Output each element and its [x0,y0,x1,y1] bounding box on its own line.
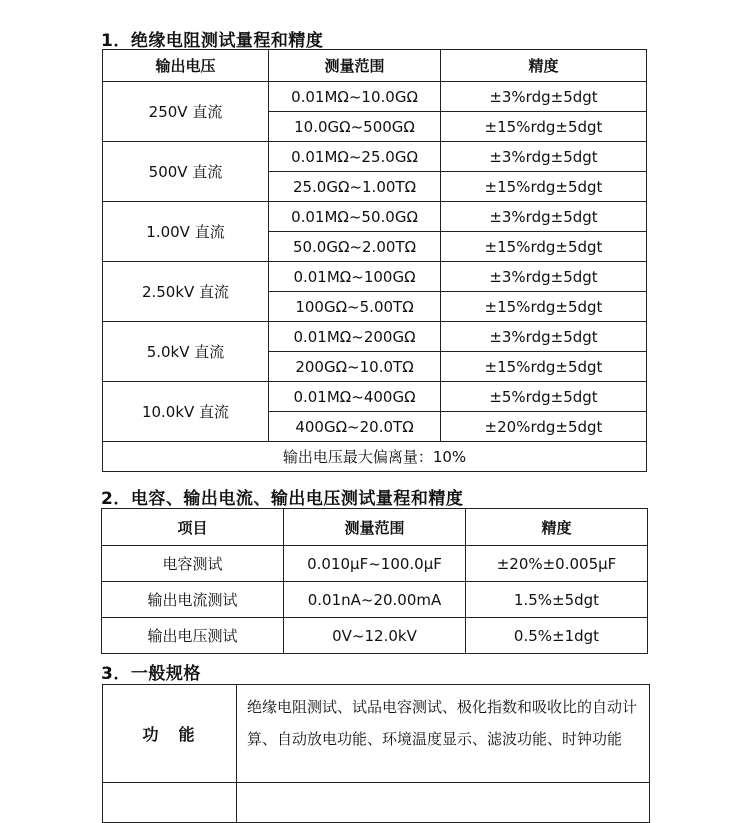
table-row [103,202,647,232]
table-row [103,322,647,352]
table-row [103,142,647,172]
accuracy-cell: ±20%rdg±5dgt [441,412,647,442]
accuracy-cell: ±15%rdg±5dgt [441,292,647,322]
voltage-cell: 10.0kV 直流 [103,382,269,442]
spec-label: 功 能 [103,685,237,783]
table-row [102,618,648,654]
range-cell: 0.01MΩ~25.0GΩ [269,142,441,172]
table-header: 输出电压 [103,50,269,82]
table-header: 测量范围 [269,50,441,82]
item-cell: 输出电压测试 [102,618,284,654]
voltage-cell: 5.0kV 直流 [103,322,269,382]
accuracy-cell: ±3%rdg±5dgt [441,322,647,352]
accuracy-cell: 1.5%±5dgt [466,582,648,618]
range-cell: 0.01MΩ~200GΩ [269,322,441,352]
accuracy-cell: 0.5%±1dgt [466,618,648,654]
table-row [103,262,647,292]
table-row [102,582,648,618]
section1-title: 1．绝缘电阻测试量程和精度 [101,31,324,51]
range-cell: 0.01MΩ~10.0GΩ [269,82,441,112]
spec-label-cutoff [103,783,237,823]
insulation-resistance-table [102,49,647,472]
section3-title: 3．一般规格 [101,664,201,684]
range-cell: 100GΩ~5.00TΩ [269,292,441,322]
section2-title: 2．电容、输出电流、输出电压测试量程和精度 [101,489,464,509]
range-cell: 10.0GΩ~500GΩ [269,112,441,142]
range-cell: 0.01MΩ~50.0GΩ [269,202,441,232]
spec-value: 绝缘电阻测试、试品电容测试、极化指数和吸收比的自动计算、自动放电功能、环境温度显示、滤波功能、时钟功能 [237,685,650,783]
table-header: 精度 [441,50,647,82]
accuracy-cell: ±5%rdg±5dgt [441,382,647,412]
voltage-cell: 2.50kV 直流 [103,262,269,322]
table-header: 精度 [466,509,648,546]
voltage-cell: 1.00V 直流 [103,202,269,262]
range-cell: 0.010μF~100.0μF [284,546,466,582]
footer-note: 输出电压最大偏离量：10% [103,442,647,472]
spec-value-cutoff [237,783,650,823]
range-cell: 0.01MΩ~400GΩ [269,382,441,412]
range-cell: 400GΩ~20.0TΩ [269,412,441,442]
accuracy-cell: ±15%rdg±5dgt [441,232,647,262]
item-cell: 电容测试 [102,546,284,582]
item-cell: 输出电流测试 [102,582,284,618]
table-header: 测量范围 [284,509,466,546]
accuracy-cell: ±20%±0.005μF [466,546,648,582]
general-spec-table [102,684,650,823]
range-cell: 0V~12.0kV [284,618,466,654]
table-row [103,82,647,112]
range-cell: 200GΩ~10.0TΩ [269,352,441,382]
accuracy-cell: ±15%rdg±5dgt [441,112,647,142]
table-header: 项目 [102,509,284,546]
range-cell: 0.01MΩ~100GΩ [269,262,441,292]
accuracy-cell: ±3%rdg±5dgt [441,202,647,232]
range-cell: 0.01nA~20.00mA [284,582,466,618]
accuracy-cell: ±15%rdg±5dgt [441,352,647,382]
range-cell: 50.0GΩ~2.00TΩ [269,232,441,262]
table-row [103,382,647,412]
voltage-cell: 250V 直流 [103,82,269,142]
capacitance-current-voltage-table [101,508,648,654]
voltage-cell: 500V 直流 [103,142,269,202]
range-cell: 25.0GΩ~1.00TΩ [269,172,441,202]
accuracy-cell: ±3%rdg±5dgt [441,262,647,292]
accuracy-cell: ±15%rdg±5dgt [441,172,647,202]
accuracy-cell: ±3%rdg±5dgt [441,142,647,172]
accuracy-cell: ±3%rdg±5dgt [441,82,647,112]
table-row [102,546,648,582]
